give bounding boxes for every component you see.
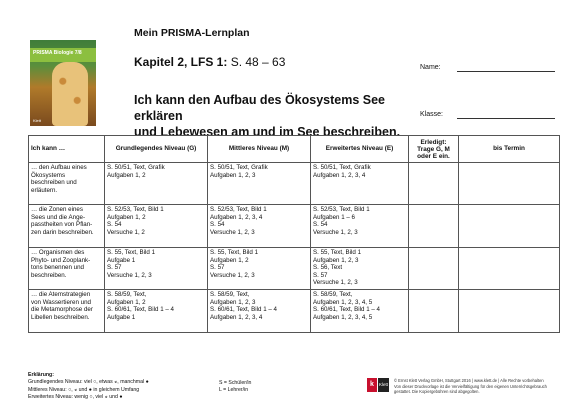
cell-line: S. 54 [313,221,328,229]
name-field-line[interactable] [457,71,555,72]
cell-line: S. 50/51, Text, Grafik [313,164,371,171]
cell-line: Versuche 1, 2 [107,228,145,236]
cell-line: S. 54 [210,221,225,229]
cell-extended [311,248,409,290]
legend [28,372,149,402]
cell-line: Aufgaben 1 – 6 [313,213,355,221]
cell-line: S. 56, Text [313,264,343,272]
chapter-label: Kapitel 2, LFS 1: [134,55,228,69]
legend-title: Erklärung: [28,372,54,378]
cell-line: Aufgaben 1, 2 [107,298,146,306]
cell-line: die Metamorphose der [31,306,93,314]
cell-line: Libellen beschreiben. [31,313,90,321]
cell-basic [105,248,208,290]
table-row [29,248,560,290]
copyright-line: gestattet. Die Kopiergebühren sind abgegolten. [394,389,480,395]
cell-medium [208,290,311,333]
cell-line: Versuche 1, 2, 3 [210,271,255,279]
col-header-basic: Grundlegendes Niveau (G) [105,136,208,163]
cell-line: S. 54 [107,221,122,229]
cell-line: S. 52/53, Text, Bild 1 [313,206,370,213]
cell-line: S. 57 [210,264,225,272]
col-header-extended: Erweitertes Niveau (E) [311,136,409,163]
cell-line: tons benennen und [31,264,84,272]
cell-line: S. 55, Text, Bild 1 [107,249,156,256]
cell-line: Phyto- und Zooplank- [31,256,91,264]
book-cover-image [30,40,96,126]
cell-basic [105,290,208,333]
role-line: S = Schüler/in [219,380,252,386]
role-line: L = Lehrer/in [219,387,249,394]
legend-line: Grundlegendes Niveau: viel ○, etwas ◒, manchmal ● [28,379,149,386]
cell-line: S. 55, Text, Bild 1 [210,249,259,256]
cell-line: Versuche 1, 2, 3 [313,279,358,287]
cell-line: Versuche 1, 2, 3 [313,228,358,236]
cell-line: Aufgaben 1, 2, 3, 4, 5 [313,313,373,321]
cell-done[interactable] [409,290,459,333]
cell-line: Versuche 1, 2, 3 [210,228,255,236]
cell-line: Sees und die Ange- [31,213,86,221]
class-field-line[interactable] [457,118,555,119]
learning-goal [134,92,424,140]
cell-can [29,290,105,333]
cover-brand: Klett [33,118,42,123]
cell-done[interactable] [409,205,459,248]
cell-line: S. 52/53, Text, Bild 1 [107,206,164,213]
cell-line: Ökosystems [31,171,66,179]
cell-due[interactable] [459,163,560,205]
cell-line: Aufgaben 1, 2, 3 [210,298,256,306]
table-row [29,163,560,205]
cell-medium [208,205,311,248]
cell-line: Versuche 1, 2, 3 [107,271,152,279]
cell-medium [208,163,311,205]
cell-line: beschreiben und [31,179,77,187]
cell-line: zen darin beschreiben. [31,228,94,236]
cell-line: beschreiben. [31,271,67,279]
legend-line: Mittleres Niveau: ○, ◒ und ● in gleichem Umfang [28,386,140,393]
cell-line: Aufgaben 1, 2 [107,171,146,179]
cell-line: Aufgaben 1, 2, 3 [313,256,359,264]
cell-line: S. 58/59, Text, [210,291,250,298]
col-header-medium: Mittleres Niveau (M) [208,136,311,163]
table-row [29,290,560,333]
cell-line: Aufgaben 1, 2, 3, 4 [210,213,263,221]
cell-line: passtheiten von Pflan- [31,221,93,229]
cell-line: Aufgabe 1 [107,313,136,321]
cell-line: S. 60/61, Text, Bild 1 – 4 [107,306,174,314]
cell-line: … die Atemstrategien [31,291,91,298]
cell-line: … Organismen des [31,249,85,256]
col-header-due: bis Termin [459,136,560,163]
cell-line: Aufgabe 1 [107,256,136,264]
cell-line: Aufgaben 1, 2 [210,256,249,264]
cell-line: S. 57 [107,264,122,272]
cell-line: S. 58/59, Text, [107,291,147,298]
cell-line: S. 50/51, Text, Grafik [210,164,268,171]
logo-k: k [367,378,377,392]
cell-done[interactable] [409,163,459,205]
cell-due[interactable] [459,205,560,248]
goal-line-2: und Lebewesen am und im See beschreiben. [134,125,401,139]
learning-plan-table [28,135,560,333]
cell-line: S. 60/61, Text, Bild 1 – 4 [210,306,277,314]
role-legend [219,380,251,395]
cell-line: Aufgaben 1, 2, 3, 4 [313,171,366,179]
cell-line: von Wassertieren und [31,298,91,306]
cell-line: S. 52/53, Text, Bild 1 [210,206,267,213]
col-header-done: Erledigt: Trage G, M oder E ein. [409,136,459,163]
cell-line: … den Aufbau eines [31,164,87,171]
chapter-pages: S. 48 – 63 [227,55,286,69]
cell-line: Aufgaben 1, 2, 3, 4, 5 [313,298,373,306]
name-label: Name: [420,64,441,71]
chapter-heading [134,55,285,69]
cell-can [29,163,105,205]
giraffe-illustration [52,62,88,126]
col-header-can: Ich kann … [29,136,105,163]
page-title: Mein PRISMA-Lernplan [134,27,250,39]
cell-line: Aufgaben 1, 2, 3 [210,171,256,179]
cell-line: erläutern. [31,186,58,194]
cell-line: S. 57 [313,271,328,279]
copyright-line: Von dieser Druckvorlage ist die Vervielfältigung für den eigenen Unterrichtsgebrauch [394,383,547,389]
publisher-logo [367,378,389,392]
cell-can [29,248,105,290]
class-label: Klasse: [420,111,443,118]
cell-can [29,205,105,248]
cell-extended [311,163,409,205]
logo-klett: Klett [378,378,389,392]
cell-due[interactable] [459,290,560,333]
cell-line: S. 60/61, Text, Bild 1 – 4 [313,306,380,314]
cell-medium [208,248,311,290]
cell-line: S. 58/59, Text, [313,291,353,298]
cell-line: Aufgaben 1, 2 [107,213,146,221]
cell-line: Aufgaben 1, 2, 3, 4 [210,313,263,321]
cell-line: S. 55, Text, Bild 1 [313,249,362,256]
cell-line: S. 50/51, Text, Grafik [107,164,165,171]
cell-done[interactable] [409,248,459,290]
legend-line: Erweitertes Niveau: wenig ○, viel ◒ und ● [28,394,123,401]
table-header-row [29,136,560,163]
cell-extended [311,205,409,248]
copyright-notice [394,378,562,395]
goal-line-1: Ich kann den Aufbau des Ökosystems See erklären [134,93,386,123]
cell-extended [311,290,409,333]
cover-band-text: PRISMA Biologie 7/8 [33,50,82,56]
cell-basic [105,163,208,205]
table-row [29,205,560,248]
cell-basic [105,205,208,248]
copyright-line: © Ernst Klett Verlag GmbH, Stuttgart 2016 | www.klett.de | Alle Rechte vorbehalten [394,378,544,383]
cell-due[interactable] [459,248,560,290]
cell-line: … die Zonen eines [31,206,83,213]
